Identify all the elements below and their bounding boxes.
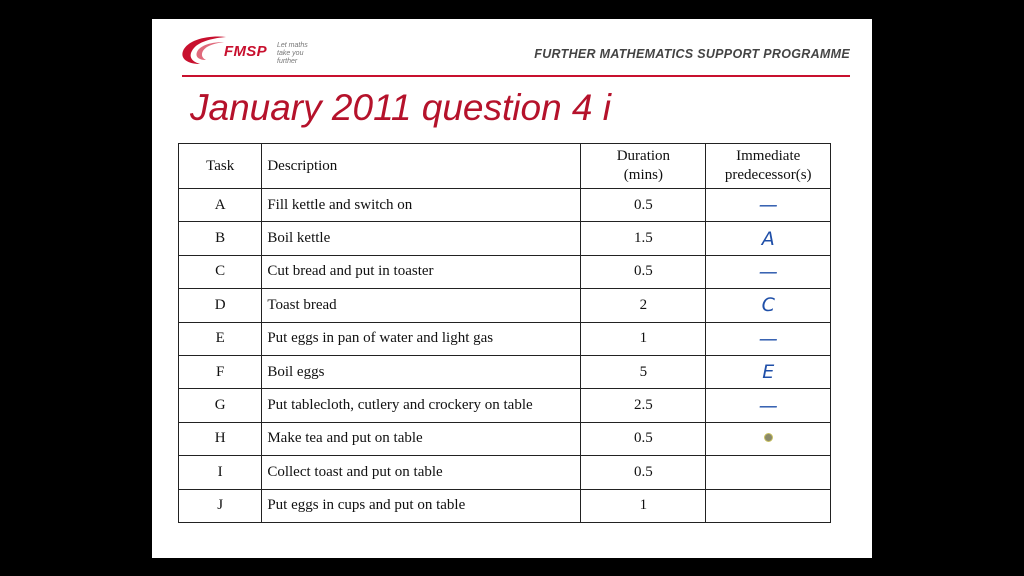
header-description: Description <box>262 144 581 189</box>
duration-cell: 0.5 <box>581 422 706 455</box>
header-duration-line1: Duration <box>616 148 671 164</box>
duration-cell: 2 <box>581 289 706 322</box>
table-row <box>179 355 831 388</box>
duration-cell: 1 <box>581 322 706 355</box>
task-cell: D <box>179 289 262 322</box>
description-cell: Toast bread <box>262 289 581 322</box>
table-row <box>179 222 831 255</box>
header-pred-line2: predecessor(s) <box>724 167 812 183</box>
duration-cell: 0.5 <box>581 456 706 489</box>
description-cell: Put tablecloth, cutlery and crockery on table <box>262 389 581 422</box>
logo-text: FMSP <box>224 43 267 60</box>
table-row <box>179 422 831 455</box>
header-pred-line1: Immediate <box>736 148 801 164</box>
description-cell: Put eggs in cups and put on table <box>262 489 581 522</box>
predecessor-cell: — <box>706 389 831 422</box>
duration-cell: 1.5 <box>581 222 706 255</box>
task-cell: I <box>179 456 262 489</box>
header-predecessors <box>706 144 831 189</box>
predecessor-cell: C <box>706 289 831 322</box>
header-task: Task <box>179 144 262 189</box>
slide <box>152 19 872 558</box>
duration-cell: 5 <box>581 355 706 388</box>
description-cell: Put eggs in pan of water and light gas <box>262 322 581 355</box>
task-cell: G <box>179 389 262 422</box>
table-row <box>179 322 831 355</box>
pointer-dot-icon <box>764 433 773 442</box>
task-cell: E <box>179 322 262 355</box>
table-header-row <box>179 144 831 189</box>
description-cell: Collect toast and put on table <box>262 456 581 489</box>
task-cell: F <box>179 355 262 388</box>
task-table <box>178 143 831 523</box>
table-row <box>179 489 831 522</box>
predecessor-cell: — <box>706 189 831 222</box>
predecessor-cell: E <box>706 355 831 388</box>
predecessor-cell: — <box>706 255 831 288</box>
fmsp-logo <box>180 33 320 73</box>
description-cell: Fill kettle and switch on <box>262 189 581 222</box>
description-cell: Boil eggs <box>262 355 581 388</box>
table-row <box>179 289 831 322</box>
header-divider <box>182 75 850 77</box>
description-cell: Boil kettle <box>262 222 581 255</box>
predecessor-cell <box>706 456 831 489</box>
task-cell: C <box>179 255 262 288</box>
table-row <box>179 189 831 222</box>
duration-cell: 2.5 <box>581 389 706 422</box>
predecessor-cell <box>706 489 831 522</box>
duration-cell: 1 <box>581 489 706 522</box>
logo-swoosh-icon <box>180 33 228 67</box>
logo-tagline: Let maths take you further <box>277 42 308 65</box>
table-row <box>179 389 831 422</box>
predecessor-cell: — <box>706 322 831 355</box>
task-cell: A <box>179 189 262 222</box>
duration-cell: 0.5 <box>581 189 706 222</box>
description-cell: Make tea and put on table <box>262 422 581 455</box>
predecessor-cell: A <box>706 222 831 255</box>
table-row <box>179 255 831 288</box>
programme-name: FURTHER MATHEMATICS SUPPORT PROGRAMME <box>534 47 850 61</box>
task-cell: H <box>179 422 262 455</box>
duration-cell: 0.5 <box>581 255 706 288</box>
task-cell: J <box>179 489 262 522</box>
description-cell: Cut bread and put in toaster <box>262 255 581 288</box>
page-title: January 2011 question 4 i <box>190 87 612 128</box>
task-cell: B <box>179 222 262 255</box>
table-row <box>179 456 831 489</box>
header-duration-line2: (mins) <box>623 167 663 183</box>
header-duration <box>581 144 706 189</box>
predecessor-cell <box>706 422 831 455</box>
